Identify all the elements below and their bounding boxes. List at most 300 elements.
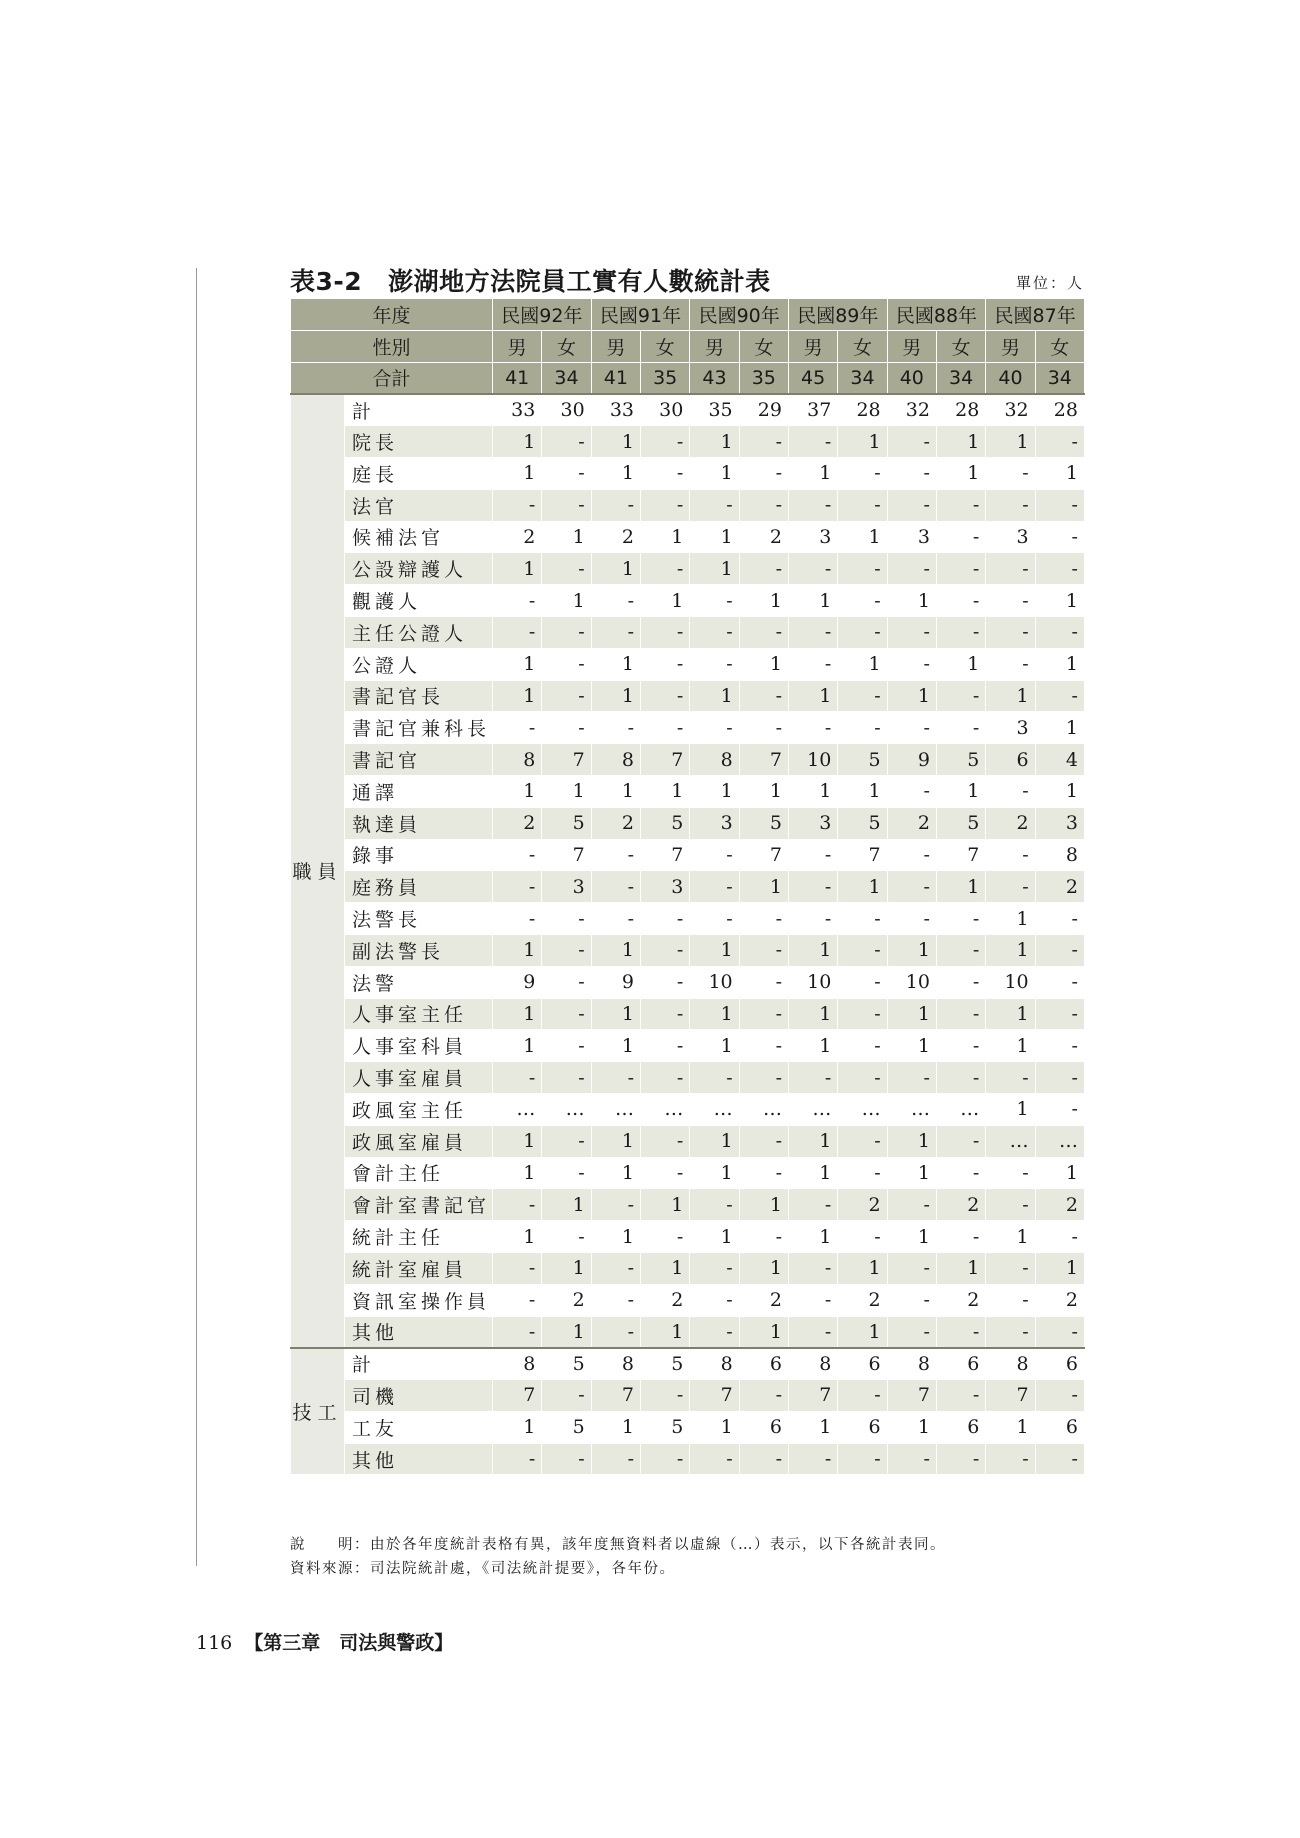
value-cell: - xyxy=(887,1316,936,1348)
value-cell: - xyxy=(641,426,690,458)
table-row xyxy=(291,744,1085,776)
row-label: 書記官長 xyxy=(345,680,493,712)
value-cell: 6 xyxy=(739,1411,788,1443)
value-cell: - xyxy=(542,934,591,966)
table-row xyxy=(291,1189,1085,1221)
value-cell: - xyxy=(542,489,591,521)
value-cell: 1 xyxy=(493,1221,542,1253)
row-label: 政風室主任 xyxy=(345,1093,493,1125)
value-cell: 1 xyxy=(936,775,985,807)
table-row xyxy=(291,1221,1085,1253)
value-cell: - xyxy=(838,1125,887,1157)
value-cell: … xyxy=(542,1093,591,1125)
total-cell: 35 xyxy=(739,362,788,394)
value-cell: - xyxy=(887,712,936,744)
value-cell: 1 xyxy=(739,585,788,617)
value-cell: - xyxy=(493,712,542,744)
male-header: 男 xyxy=(986,330,1035,362)
value-cell: - xyxy=(690,1316,739,1348)
value-cell: - xyxy=(591,585,640,617)
table-row xyxy=(291,1125,1085,1157)
row-label: 錄事 xyxy=(345,839,493,871)
value-cell: - xyxy=(986,489,1035,521)
value-cell: - xyxy=(1035,1030,1084,1062)
value-cell: 1 xyxy=(838,871,887,903)
value-cell: 1 xyxy=(591,1157,640,1189)
value-cell: 5 xyxy=(838,744,887,776)
value-cell: 28 xyxy=(838,394,887,426)
value-cell: - xyxy=(493,585,542,617)
value-cell: 2 xyxy=(838,1284,887,1316)
value-cell: 3 xyxy=(788,521,837,553)
value-cell: 7 xyxy=(936,839,985,871)
value-cell: 1 xyxy=(591,426,640,458)
value-cell: 1 xyxy=(1035,457,1084,489)
row-label: 統計室雇員 xyxy=(345,1252,493,1284)
value-cell: - xyxy=(739,426,788,458)
value-cell: 8 xyxy=(788,1348,837,1380)
value-cell: - xyxy=(1035,1380,1084,1412)
value-cell: 4 xyxy=(1035,744,1084,776)
value-cell: 1 xyxy=(936,648,985,680)
value-cell: 1 xyxy=(838,521,887,553)
row-label: 人事室科員 xyxy=(345,1030,493,1062)
table-title xyxy=(290,262,771,298)
value-cell: 7 xyxy=(838,839,887,871)
value-cell: 2 xyxy=(1035,1189,1084,1221)
row-label: 書記官 xyxy=(345,744,493,776)
value-cell: 1 xyxy=(641,1189,690,1221)
value-cell: - xyxy=(986,1284,1035,1316)
value-cell: - xyxy=(641,1443,690,1475)
value-cell: - xyxy=(739,1443,788,1475)
value-cell: - xyxy=(986,1189,1035,1221)
value-cell: 1 xyxy=(493,680,542,712)
table-row xyxy=(291,521,1085,553)
value-cell: 1 xyxy=(887,1030,936,1062)
value-cell: 1 xyxy=(986,998,1035,1030)
value-cell: 1 xyxy=(986,1030,1035,1062)
value-cell: - xyxy=(887,1252,936,1284)
value-cell: - xyxy=(739,903,788,935)
value-cell: 1 xyxy=(986,426,1035,458)
value-cell: - xyxy=(542,1380,591,1412)
value-cell: … xyxy=(690,1093,739,1125)
value-cell: 32 xyxy=(986,394,1035,426)
row-label: 計 xyxy=(345,394,493,426)
male-header: 男 xyxy=(591,330,640,362)
row-label: 資訊室操作員 xyxy=(345,1284,493,1316)
value-cell: 1 xyxy=(641,1252,690,1284)
value-cell: - xyxy=(936,1157,985,1189)
value-cell: - xyxy=(936,521,985,553)
value-cell: 1 xyxy=(493,553,542,585)
value-cell: - xyxy=(739,553,788,585)
value-cell: 7 xyxy=(493,1380,542,1412)
value-cell: … xyxy=(739,1093,788,1125)
value-cell: 1 xyxy=(887,934,936,966)
value-cell: 7 xyxy=(690,1380,739,1412)
value-cell: 1 xyxy=(493,775,542,807)
value-cell: - xyxy=(493,1316,542,1348)
value-cell: - xyxy=(542,903,591,935)
total-cell: 34 xyxy=(838,362,887,394)
value-cell: - xyxy=(739,1157,788,1189)
value-cell: - xyxy=(493,839,542,871)
value-cell: - xyxy=(493,1062,542,1094)
value-cell: 1 xyxy=(887,1411,936,1443)
table-number: 表3-2 xyxy=(290,267,363,296)
value-cell: - xyxy=(986,839,1035,871)
value-cell: 30 xyxy=(542,394,591,426)
value-cell: 1 xyxy=(591,1125,640,1157)
table-row xyxy=(291,998,1085,1030)
value-cell: - xyxy=(542,648,591,680)
value-cell: - xyxy=(887,648,936,680)
value-cell: - xyxy=(542,998,591,1030)
value-cell: 2 xyxy=(739,1284,788,1316)
table-row xyxy=(291,1062,1085,1094)
row-label: 統計主任 xyxy=(345,1221,493,1253)
total-cell: 34 xyxy=(1035,362,1084,394)
value-cell: - xyxy=(788,903,837,935)
value-cell: 1 xyxy=(591,1221,640,1253)
row-label: 庭務員 xyxy=(345,871,493,903)
value-cell: - xyxy=(788,1316,837,1348)
value-cell: - xyxy=(887,1062,936,1094)
table-row xyxy=(291,934,1085,966)
value-cell: - xyxy=(986,648,1035,680)
value-cell: - xyxy=(690,585,739,617)
year-header-label: 年度 xyxy=(291,299,493,331)
value-cell: - xyxy=(641,1221,690,1253)
table-row xyxy=(291,1348,1085,1380)
value-cell: 5 xyxy=(542,1348,591,1380)
value-cell: 1 xyxy=(936,1252,985,1284)
value-cell: - xyxy=(936,1221,985,1253)
value-cell: … xyxy=(936,1093,985,1125)
total-cell: 45 xyxy=(788,362,837,394)
value-cell: 3 xyxy=(1035,807,1084,839)
total-cell: 40 xyxy=(986,362,1035,394)
value-cell: 32 xyxy=(887,394,936,426)
value-cell: 1 xyxy=(690,775,739,807)
value-cell: - xyxy=(986,1316,1035,1348)
value-cell: - xyxy=(788,648,837,680)
value-cell: 1 xyxy=(788,1125,837,1157)
value-cell: - xyxy=(542,1030,591,1062)
table-row xyxy=(291,426,1085,458)
value-cell: - xyxy=(936,680,985,712)
value-cell: 1 xyxy=(542,1189,591,1221)
value-cell: - xyxy=(838,1030,887,1062)
value-cell: - xyxy=(838,616,887,648)
value-cell: 6 xyxy=(1035,1411,1084,1443)
value-cell: 8 xyxy=(887,1348,936,1380)
value-cell: - xyxy=(838,1157,887,1189)
value-cell: … xyxy=(1035,1125,1084,1157)
group-label: 技工 xyxy=(291,1348,345,1475)
year-header: 民國91年 xyxy=(591,299,690,331)
value-cell: - xyxy=(887,457,936,489)
header-sex-row xyxy=(291,330,1085,362)
value-cell: - xyxy=(493,871,542,903)
value-cell: - xyxy=(641,934,690,966)
value-cell: 6 xyxy=(739,1348,788,1380)
value-cell: - xyxy=(986,616,1035,648)
value-cell: - xyxy=(1035,934,1084,966)
value-cell: - xyxy=(1035,426,1084,458)
value-cell: - xyxy=(641,553,690,585)
row-label: 主任公證人 xyxy=(345,616,493,648)
value-cell: 1 xyxy=(887,1157,936,1189)
value-cell: 1 xyxy=(493,998,542,1030)
value-cell: - xyxy=(542,616,591,648)
value-cell: 1 xyxy=(690,1157,739,1189)
value-cell: 1 xyxy=(1035,1157,1084,1189)
value-cell: - xyxy=(986,1157,1035,1189)
value-cell: 2 xyxy=(591,521,640,553)
total-cell: 40 xyxy=(887,362,936,394)
male-header: 男 xyxy=(788,330,837,362)
value-cell: - xyxy=(838,553,887,585)
row-label: 法官 xyxy=(345,489,493,521)
value-cell: - xyxy=(690,1284,739,1316)
value-cell: 1 xyxy=(986,903,1035,935)
row-label: 其他 xyxy=(345,1316,493,1348)
value-cell: - xyxy=(591,839,640,871)
value-cell: - xyxy=(936,489,985,521)
value-cell: - xyxy=(788,839,837,871)
value-cell: - xyxy=(986,1443,1035,1475)
value-cell: - xyxy=(1035,680,1084,712)
value-cell: 1 xyxy=(788,1157,837,1189)
value-cell: 5 xyxy=(739,807,788,839)
value-cell: 1 xyxy=(591,998,640,1030)
table-row xyxy=(291,1380,1085,1412)
value-cell: 1 xyxy=(739,1316,788,1348)
value-cell: - xyxy=(788,1062,837,1094)
value-cell: - xyxy=(591,1316,640,1348)
value-cell: - xyxy=(739,1221,788,1253)
male-header: 男 xyxy=(493,330,542,362)
table-row xyxy=(291,712,1085,744)
value-cell: 5 xyxy=(641,1348,690,1380)
value-cell: 1 xyxy=(542,585,591,617)
header-total-row xyxy=(291,362,1085,394)
row-label: 副法警長 xyxy=(345,934,493,966)
value-cell: - xyxy=(690,1062,739,1094)
value-cell: … xyxy=(788,1093,837,1125)
value-cell: 1 xyxy=(493,426,542,458)
value-cell: - xyxy=(591,489,640,521)
value-cell: - xyxy=(641,712,690,744)
value-cell: - xyxy=(641,903,690,935)
value-cell: 6 xyxy=(838,1411,887,1443)
value-cell: 8 xyxy=(690,1348,739,1380)
table-row xyxy=(291,1284,1085,1316)
row-label: 觀護人 xyxy=(345,585,493,617)
value-cell: - xyxy=(542,1062,591,1094)
value-cell: 1 xyxy=(493,934,542,966)
value-cell: 2 xyxy=(936,1284,985,1316)
total-cell: 41 xyxy=(493,362,542,394)
value-cell: - xyxy=(986,871,1035,903)
value-cell: 8 xyxy=(591,744,640,776)
value-cell: - xyxy=(591,1284,640,1316)
value-cell: 1 xyxy=(690,934,739,966)
value-cell: 10 xyxy=(690,966,739,998)
value-cell: - xyxy=(936,934,985,966)
value-cell: 1 xyxy=(838,775,887,807)
value-cell: - xyxy=(936,1125,985,1157)
value-cell: 1 xyxy=(788,998,837,1030)
header-year-row xyxy=(291,299,1085,331)
value-cell: 1 xyxy=(690,457,739,489)
value-cell: 1 xyxy=(591,553,640,585)
row-label: 計 xyxy=(345,1348,493,1380)
row-label: 庭長 xyxy=(345,457,493,489)
value-cell: - xyxy=(493,1443,542,1475)
value-cell: - xyxy=(986,457,1035,489)
value-cell: 7 xyxy=(788,1380,837,1412)
value-cell: - xyxy=(542,1443,591,1475)
value-cell: 9 xyxy=(887,744,936,776)
staff-statistics-table xyxy=(290,298,1085,1475)
value-cell: 5 xyxy=(542,1411,591,1443)
value-cell: - xyxy=(739,934,788,966)
value-cell: - xyxy=(739,1380,788,1412)
value-cell: - xyxy=(986,1062,1035,1094)
value-cell: 1 xyxy=(788,934,837,966)
value-cell: - xyxy=(936,616,985,648)
value-cell: 1 xyxy=(986,1093,1035,1125)
table-row xyxy=(291,903,1085,935)
year-header: 民國87年 xyxy=(986,299,1085,331)
value-cell: - xyxy=(788,489,837,521)
value-cell: - xyxy=(838,903,887,935)
table-row xyxy=(291,775,1085,807)
value-cell: - xyxy=(1035,616,1084,648)
value-cell: 1 xyxy=(1035,775,1084,807)
value-cell: - xyxy=(493,1284,542,1316)
value-cell: 3 xyxy=(986,521,1035,553)
row-label: 司機 xyxy=(345,1380,493,1412)
value-cell: 1 xyxy=(690,521,739,553)
value-cell: - xyxy=(739,1030,788,1062)
value-cell: - xyxy=(838,1443,887,1475)
value-cell: 1 xyxy=(690,1125,739,1157)
value-cell: - xyxy=(887,839,936,871)
female-header: 女 xyxy=(641,330,690,362)
value-cell: - xyxy=(739,616,788,648)
value-cell: - xyxy=(591,903,640,935)
value-cell: 7 xyxy=(887,1380,936,1412)
value-cell: 1 xyxy=(690,426,739,458)
value-cell: 1 xyxy=(788,1221,837,1253)
value-cell: - xyxy=(838,489,887,521)
value-cell: - xyxy=(986,775,1035,807)
value-cell: - xyxy=(542,966,591,998)
value-cell: - xyxy=(788,553,837,585)
value-cell: 2 xyxy=(887,807,936,839)
row-label: 法警長 xyxy=(345,903,493,935)
value-cell: - xyxy=(986,585,1035,617)
value-cell: - xyxy=(936,903,985,935)
table-row xyxy=(291,966,1085,998)
table-row xyxy=(291,1157,1085,1189)
value-cell: 28 xyxy=(936,394,985,426)
value-cell: - xyxy=(887,1443,936,1475)
value-cell: - xyxy=(887,871,936,903)
value-cell: 1 xyxy=(591,775,640,807)
value-cell: 9 xyxy=(591,966,640,998)
value-cell: 1 xyxy=(887,1125,936,1157)
value-cell: 1 xyxy=(887,998,936,1030)
value-cell: - xyxy=(838,1221,887,1253)
table-row xyxy=(291,1252,1085,1284)
table-row xyxy=(291,585,1085,617)
value-cell: - xyxy=(838,457,887,489)
value-cell: 1 xyxy=(1035,648,1084,680)
value-cell: 10 xyxy=(887,966,936,998)
value-cell: - xyxy=(1035,903,1084,935)
value-cell: 7 xyxy=(542,839,591,871)
value-cell: 9 xyxy=(493,966,542,998)
value-cell: 1 xyxy=(690,1411,739,1443)
value-cell: - xyxy=(542,457,591,489)
value-cell: - xyxy=(838,712,887,744)
group-label: 職員 xyxy=(291,394,345,1348)
row-label: 通譯 xyxy=(345,775,493,807)
value-cell: - xyxy=(887,903,936,935)
value-cell: 8 xyxy=(493,1348,542,1380)
value-cell: 5 xyxy=(542,807,591,839)
value-cell: - xyxy=(542,426,591,458)
value-cell: - xyxy=(542,1221,591,1253)
table-row xyxy=(291,680,1085,712)
value-cell: 35 xyxy=(690,394,739,426)
value-cell: - xyxy=(690,1443,739,1475)
value-cell: - xyxy=(641,457,690,489)
value-cell: 3 xyxy=(690,807,739,839)
value-cell: - xyxy=(641,998,690,1030)
table-row xyxy=(291,871,1085,903)
value-cell: - xyxy=(591,1252,640,1284)
value-cell: - xyxy=(690,616,739,648)
value-cell: 1 xyxy=(936,426,985,458)
value-cell: - xyxy=(838,585,887,617)
value-cell: 1 xyxy=(493,648,542,680)
value-cell: 1 xyxy=(542,775,591,807)
value-cell: 1 xyxy=(1035,585,1084,617)
value-cell: 2 xyxy=(739,521,788,553)
row-label: 工友 xyxy=(345,1411,493,1443)
value-cell: - xyxy=(542,1125,591,1157)
value-cell: 6 xyxy=(838,1348,887,1380)
value-cell: 5 xyxy=(838,807,887,839)
value-cell: - xyxy=(936,712,985,744)
value-cell: - xyxy=(788,712,837,744)
value-cell: 2 xyxy=(591,807,640,839)
value-cell: - xyxy=(788,1284,837,1316)
value-cell: 1 xyxy=(986,680,1035,712)
value-cell: 1 xyxy=(838,1252,887,1284)
sex-header-label: 性別 xyxy=(291,330,493,362)
row-label: 會計主任 xyxy=(345,1157,493,1189)
table-row xyxy=(291,553,1085,585)
table-row xyxy=(291,648,1085,680)
